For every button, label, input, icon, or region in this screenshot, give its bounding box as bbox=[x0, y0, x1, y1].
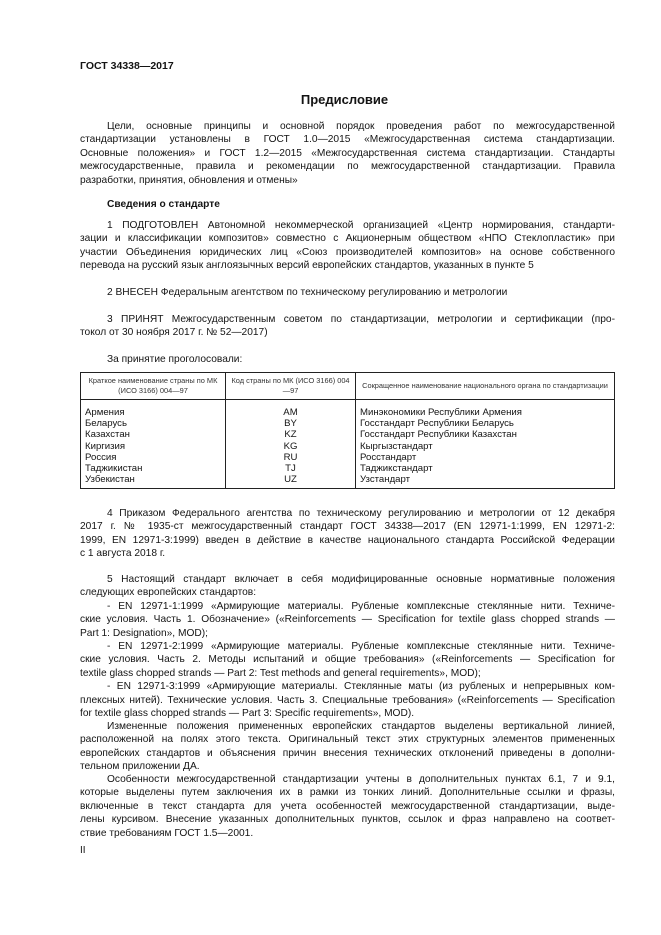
table-row bbox=[81, 429, 615, 440]
text-line: межгосударственные, правила и рекомендации по межгосударственной стандартизации. Правила bbox=[80, 161, 615, 173]
table-row bbox=[81, 452, 615, 463]
body-cell: Кыргызстандарт bbox=[356, 441, 615, 452]
text-line: for textile glass chopped strands — Part 3: Specific requirements», MOD). bbox=[80, 708, 415, 720]
text-line: участии Объединения юридических лиц «Союз производителей композитов» на основе собственного bbox=[80, 246, 615, 258]
text-line: зации и классификации композитов» совместно с Акционерным обществом «НПО Стеклопластик» при bbox=[80, 233, 615, 245]
body-cell: Госстандарт Республики Казахстан bbox=[356, 429, 615, 440]
text-line: 1 ПОДГОТОВЛЕН Автономной некоммерческой организацией «Центр нормирования, стандарти- bbox=[107, 220, 615, 231]
item-1-paragraph bbox=[80, 219, 615, 273]
body-cell: Минэкономики Республики Армения bbox=[356, 400, 615, 419]
column-header-body: Сокращенное наименование национального органа по стандартизации bbox=[356, 373, 615, 400]
country-cell: Киргизия bbox=[81, 441, 226, 452]
standard-number-header: ГОСТ 34338—2017 bbox=[80, 60, 174, 72]
country-cell: Таджикистан bbox=[81, 463, 226, 474]
item-2-paragraph bbox=[80, 286, 615, 299]
text-line: токол от 30 ноября 2017 г. № 52—2017) bbox=[80, 327, 268, 339]
table-header-row bbox=[81, 373, 615, 400]
text-line: Измененные положения примененных европейских стандартов выделены вертикальной линией, bbox=[107, 721, 615, 732]
text-line: Основные положения» и ГОСТ 1.2—2015 «Межгосударственная система стандартизации. Стандарты bbox=[80, 147, 615, 159]
text-line: 2 ВНЕСЕН Федеральным агентством по техническому регулированию и метрологии bbox=[107, 287, 508, 298]
text-line: ствие требованиям ГОСТ 1.5—2001. bbox=[80, 827, 254, 839]
text-line: перевода на русский язык англоязычных версий европейских стандартов, указанных в пункте 5 bbox=[80, 260, 534, 272]
changes-paragraph bbox=[80, 720, 615, 774]
code-cell: AM bbox=[226, 400, 356, 419]
country-cell: Армения bbox=[81, 400, 226, 419]
code-cell: KG bbox=[226, 441, 356, 452]
code-cell: BY bbox=[226, 418, 356, 429]
table-row bbox=[81, 400, 615, 419]
text-line: включенные в текст стандарта для учета особенностей межгосударственной стандартизации, выде- bbox=[80, 800, 615, 812]
code-cell: UZ bbox=[226, 474, 356, 489]
text-line: 2017 г. № 1935-ст межгосударственный стандарт ГОСТ 34338—2017 (EN 12971-1:1999, EN 12971-2: bbox=[80, 521, 615, 533]
text-line: 1999, EN 12971-3:1999) введен в действие в качестве национального стандарта Российской Федерации bbox=[80, 534, 615, 546]
text-line: расположенной на полях этого текста. Оригинальный текст этих структурных элементов примененных bbox=[80, 734, 615, 746]
text-line: - EN 12971-2:1999 «Армирующие материалы. Рубленые комплексные стеклянные нити. Техниче- bbox=[107, 641, 615, 653]
body-cell: Узстандарт bbox=[356, 474, 615, 489]
text-line: которые выделены путем заключения их в рамки из тонких линий. Дополнительные ссылки и фразы, bbox=[80, 787, 615, 799]
text-line: Особенности межгосударственной стандартизации учтены в дополнительных пунктах 6.1, 7 и 9.1, bbox=[107, 774, 615, 785]
country-cell: Узбекистан bbox=[81, 474, 226, 489]
page-number: II bbox=[80, 845, 86, 856]
intro-paragraph bbox=[80, 120, 615, 187]
column-header-code: Код страны по МК (ИСО 3166) 004—97 bbox=[226, 373, 356, 400]
text-line: Part 1: Designation», MOD); bbox=[80, 627, 208, 639]
text-line: европейских стандартов и объяснения причин внесения технических отклонений приведены в дополни- bbox=[80, 747, 615, 759]
item-4-paragraph bbox=[80, 507, 615, 561]
text-line: следующих европейских стандартов: bbox=[80, 587, 257, 599]
table-row bbox=[81, 418, 615, 429]
page-title: Предисловие bbox=[300, 92, 389, 107]
text-line: ские условия. Часть 1. Обозначение» («Reinforcements — Specification for textile glass chopped strands — bbox=[80, 614, 615, 626]
country-cell: Россия bbox=[81, 452, 226, 463]
body-cell: Таджикстандарт bbox=[356, 463, 615, 474]
country-cell: Беларусь bbox=[81, 418, 226, 429]
item-5-paragraph bbox=[80, 573, 615, 720]
column-header-country: Краткое наименование страны по МК (ИСО 3166) 004—97 bbox=[81, 373, 226, 400]
body-cell: Госстандарт Республики Беларусь bbox=[356, 418, 615, 429]
text-line: 5 Настоящий стандарт включает в себя модифицированные основные нормативные положения bbox=[107, 574, 615, 585]
text-line: ские условия. Часть 2. Методы испытаний и общие требования» («Reinforcements — Specification for bbox=[80, 654, 615, 666]
table-row bbox=[81, 474, 615, 489]
item-3-paragraph bbox=[80, 313, 615, 340]
member-states-table bbox=[80, 372, 615, 489]
table-row bbox=[81, 463, 615, 474]
code-cell: KZ bbox=[226, 429, 356, 440]
text-line: с 1 августа 2018 г. bbox=[80, 548, 166, 560]
country-cell: Казахстан bbox=[81, 429, 226, 440]
vote-label: За принятие проголосовали: bbox=[107, 354, 243, 365]
table-row bbox=[81, 441, 615, 452]
text-line: Цели, основные принципы и основной порядок проведения работ по межгосударственной bbox=[107, 121, 615, 132]
text-line: 4 Приказом Федерального агентства по техническому регулированию и метрологии от 12 декабря bbox=[107, 508, 615, 519]
text-line: - EN 12971-1:1999 «Армирующие материалы. Рубленые комплексные стеклянные нити. Техниче- bbox=[107, 600, 615, 612]
body-cell: Росстандарт bbox=[356, 452, 615, 463]
features-paragraph bbox=[80, 773, 615, 840]
text-line: лены курсивом. Внесение указанных дополнительных пунктов, ссылок и фраз направлено на соответ- bbox=[80, 814, 615, 826]
text-line: тельном приложении ДА. bbox=[80, 761, 200, 773]
text-line: стандартизации установлены в ГОСТ 1.0—2015 «Межгосударственная система стандартизации. bbox=[80, 134, 615, 146]
section-subheading: Сведения о стандарте bbox=[107, 199, 220, 210]
text-line: разработки, принятия, обновления и отмены» bbox=[80, 174, 298, 186]
code-cell: TJ bbox=[226, 463, 356, 474]
text-line: 3 ПРИНЯТ Межгосударственным советом по стандартизации, метрологии и сертификации (про- bbox=[107, 314, 615, 325]
text-line: плексных нитей). Технические условия. Часть 3. Специальные требования» («Reinforcements — Specification bbox=[80, 694, 615, 706]
code-cell: RU bbox=[226, 452, 356, 463]
text-line: - EN 12971-3:1999 «Армирующие материалы. Стеклянные маты (из рубленых и непрерывных ком- bbox=[107, 681, 615, 693]
text-line: textile glass chopped strands — Part 2: Test methods and general requirements», MOD); bbox=[80, 667, 481, 679]
